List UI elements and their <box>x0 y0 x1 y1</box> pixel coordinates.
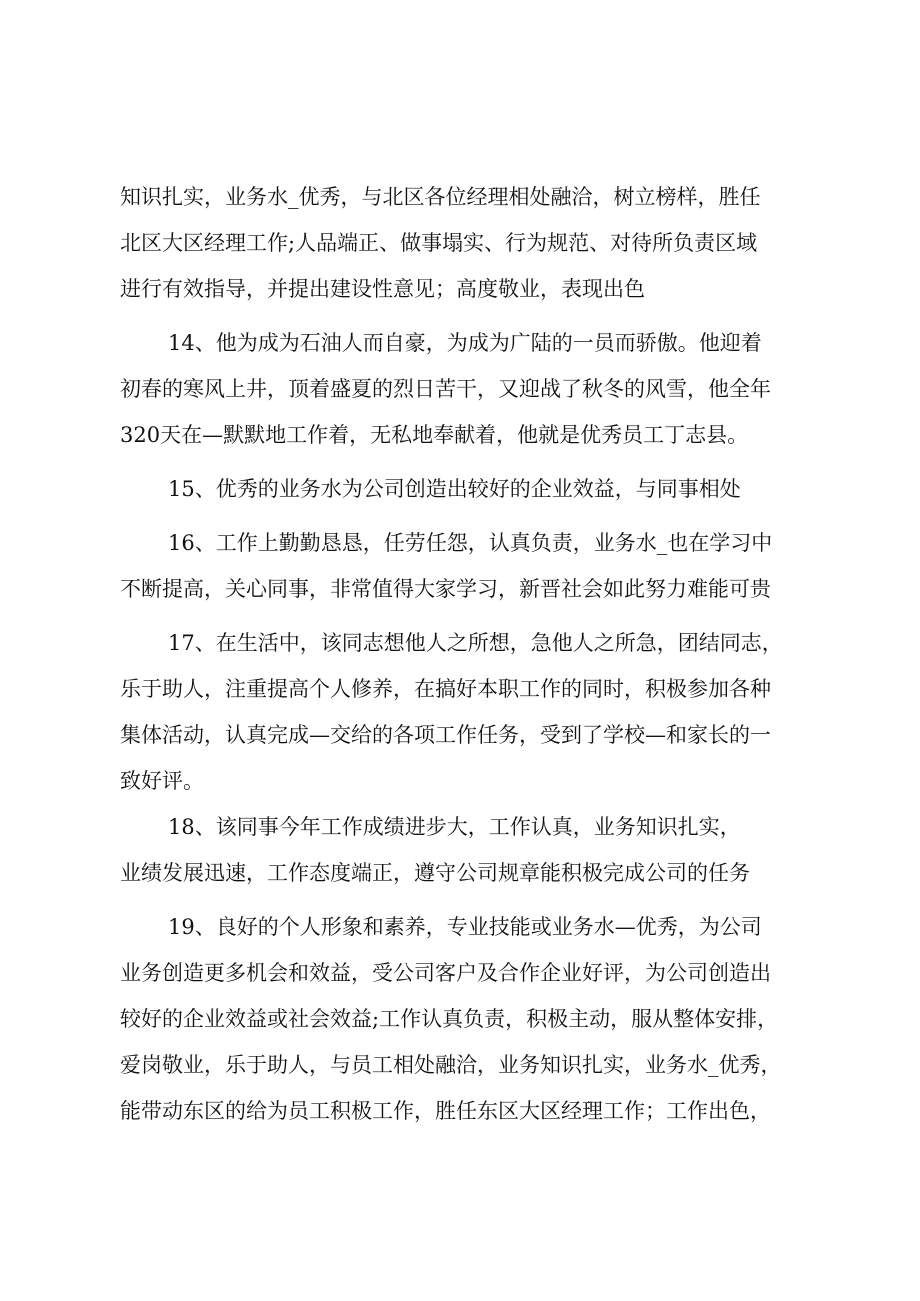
document-body <box>120 174 828 1134</box>
text-line: 知识扎实，业务水_优秀，与北区各位经理相处融洽，树立榜样，胜任 <box>120 185 761 209</box>
paragraph-16-start: 16、工作上勤勤恳恳，任劳任怨，认真负责，业务水_也在学习中 <box>168 531 773 555</box>
paragraph-15-start: 15、优秀的业务水为公司创造出较好的企业效益，与同事相处 <box>168 477 741 501</box>
text-line: 能带动东区的给为员工积极工作，胜任东区大区经理工作；工作出色， <box>120 1099 771 1123</box>
paragraph-19-start: 19、良好的个人形象和素养，专业技能或业务水—优秀，为公司 <box>168 915 762 939</box>
text-line: 较好的企业效益或社会效益;工作认真负责，积极主动，服从整体安排， <box>120 1007 779 1031</box>
text-line: 爱岗敬业，乐于助人，与员工相处融洽，业务知识扎实，业务水_优秀， <box>120 1053 782 1077</box>
paragraph-14-start: 14、他为成为石油人而自豪，为成为广陆的一员而骄傲。他迎着 <box>168 331 762 355</box>
text-line: 北区大区经理工作;人品端正、做事塌实、行为规范、对待所负责区域 <box>120 231 758 255</box>
text-line: 乐于助人，注重提高个人修养，在搞好本职工作的同时，积极参加各种 <box>120 677 771 701</box>
paragraph-17-start: 17、在生活中，该同志想他人之所想，急他人之所急，团结同志， <box>168 631 783 655</box>
text-line: 集体活动，认真完成—交给的各项工作任务，受到了学校—和家长的一 <box>120 723 771 747</box>
text-line: 业绩发展迅速，工作态度端正，遵守公司规章能积极完成公司的任务 <box>120 861 750 885</box>
text-line: 初春的寒风上井，顶着盛夏的烈日苦干，又迎战了秋冬的风雪，他全年 <box>120 377 771 401</box>
text-line: 致好评。 <box>120 769 204 793</box>
text-line: 进行有效指导，并提出建设性意见；高度敬业，表现出色 <box>120 277 645 301</box>
text-line: 320天在—默默地工作着，无私地奉献着，他就是优秀员工丁志县。 <box>120 423 749 447</box>
text-line: 业务创造更多机会和效益，受公司客户及合作企业好评，为公司创造出 <box>120 961 771 985</box>
paragraph-18-start: 18、该同事今年工作成绩进步大，工作认真，业务知识扎实， <box>168 815 741 839</box>
text-line: 不断提高，关心同事，非常值得大家学习，新晋社会如此努力难能可贵 <box>120 577 771 601</box>
